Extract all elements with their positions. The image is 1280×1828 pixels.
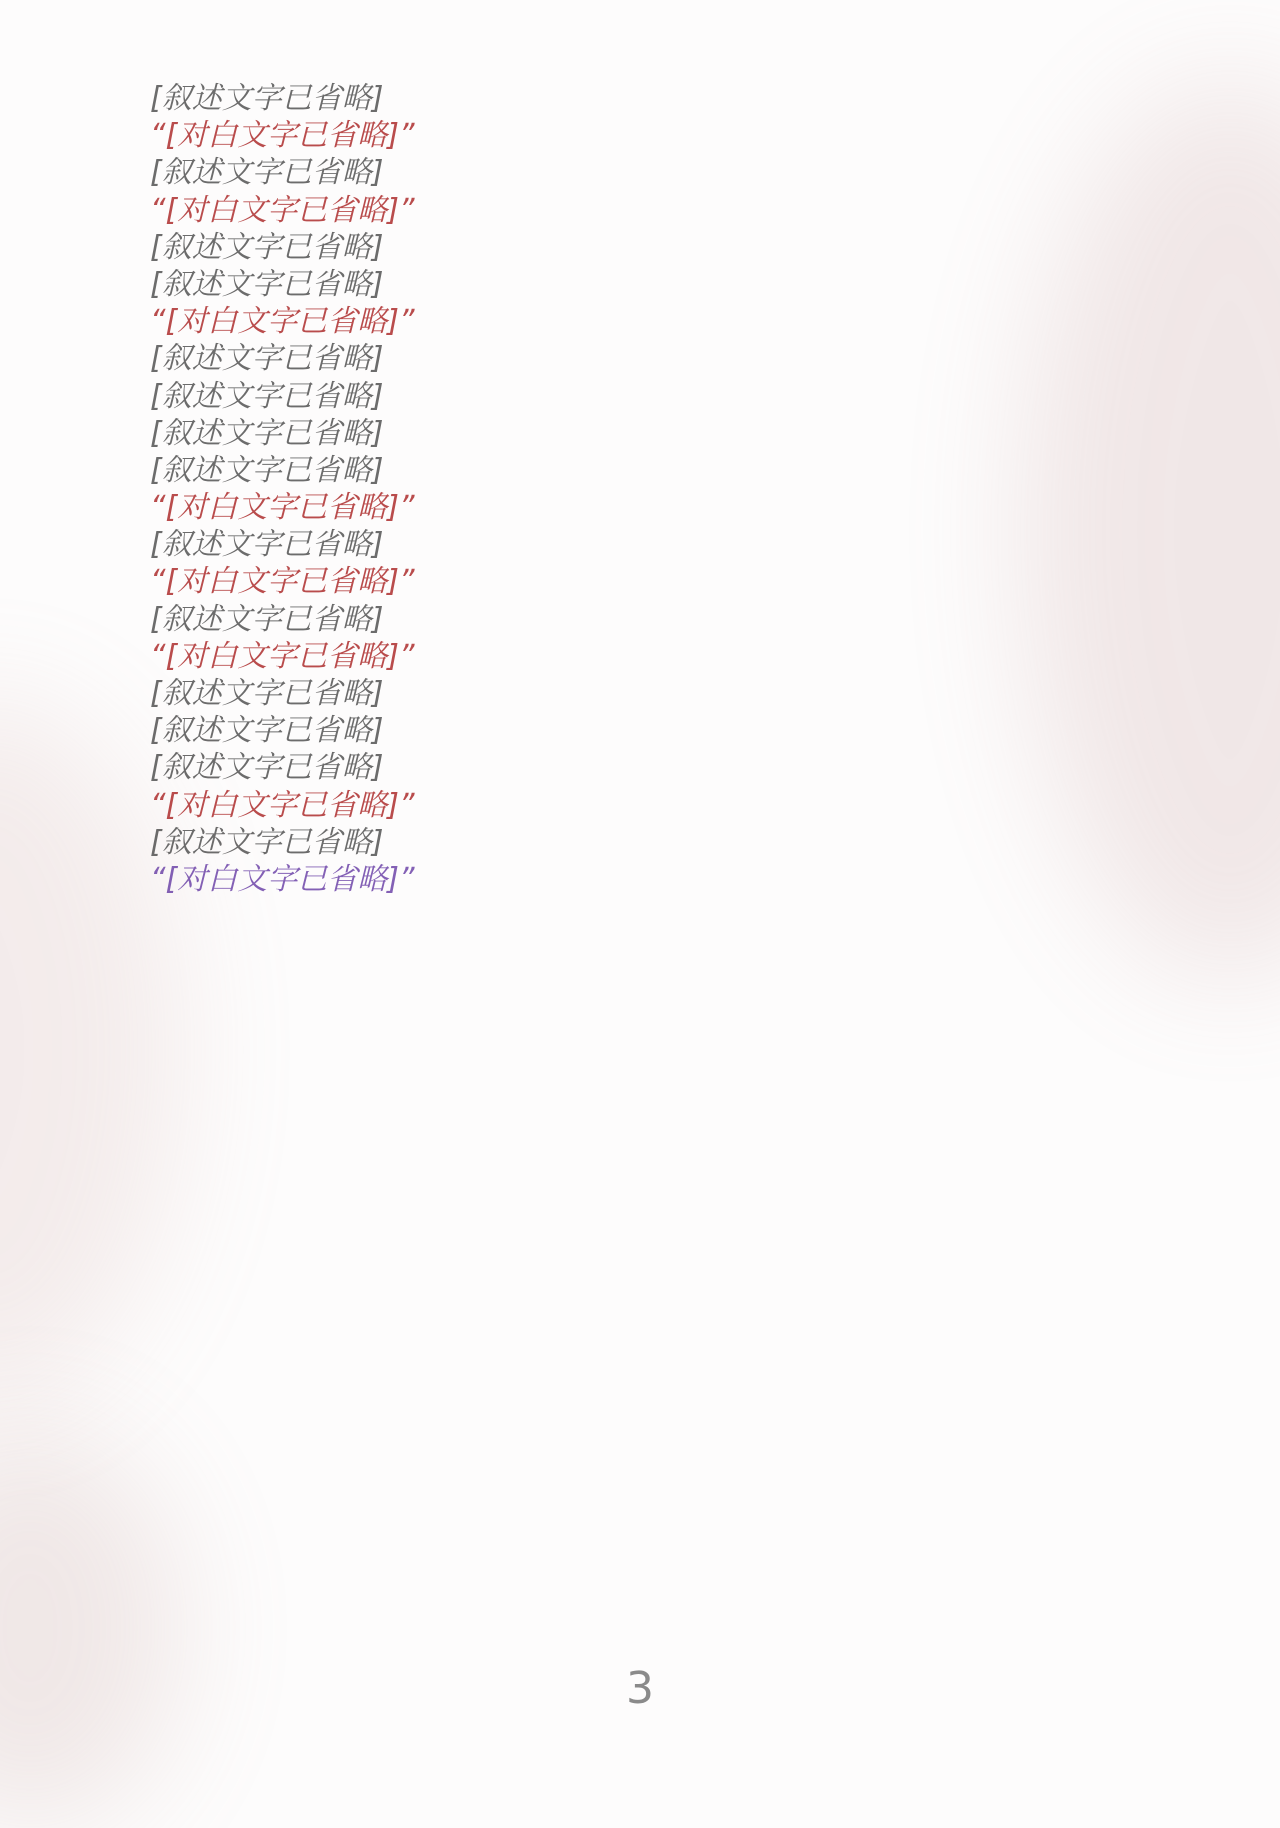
narration-paragraph: [叙述文字已省略] [150, 155, 384, 191]
narration-paragraph: [叙述文字已省略] [150, 824, 384, 860]
narration-paragraph: [叙述文字已省略] [150, 266, 384, 302]
narration-paragraph: [叙述文字已省略] [150, 378, 384, 414]
narration-paragraph: [叙述文字已省略] [150, 713, 384, 749]
dialogue-paragraph: “[对白文字已省略]” [150, 564, 415, 600]
narration-paragraph: [叙述文字已省略] [150, 341, 384, 377]
background-art-blur [0, 1428, 180, 1828]
narration-paragraph: [叙述文字已省略] [150, 452, 384, 488]
narration-paragraph: [叙述文字已省略] [150, 81, 384, 116]
dialogue-paragraph: “[对白文字已省略]” [150, 490, 415, 526]
narration-paragraph: [叙述文字已省略] [150, 601, 384, 637]
dialogue-paragraph: “[对白文字已省略]” [150, 304, 415, 340]
narration-paragraph: [叙述文字已省略] [150, 229, 384, 265]
dialogue-paragraph: “[对白文字已省略]” [150, 861, 415, 897]
novel-page [0, 0, 1280, 898]
page-number: 3 [626, 1663, 654, 1714]
dialogue-paragraph: “[对白文字已省略]” [150, 787, 415, 823]
dialogue-paragraph: “[对白文字已省略]” [150, 638, 415, 674]
narration-paragraph: [叙述文字已省略] [150, 527, 384, 563]
dialogue-paragraph: “[对白文字已省略]” [150, 118, 415, 154]
narration-paragraph: [叙述文字已省略] [150, 415, 384, 451]
narration-paragraph: [叙述文字已省略] [150, 750, 384, 786]
narration-paragraph: [叙述文字已省略] [150, 676, 384, 711]
text-body [90, 80, 1190, 898]
dialogue-paragraph: “[对白文字已省略]” [150, 192, 415, 228]
